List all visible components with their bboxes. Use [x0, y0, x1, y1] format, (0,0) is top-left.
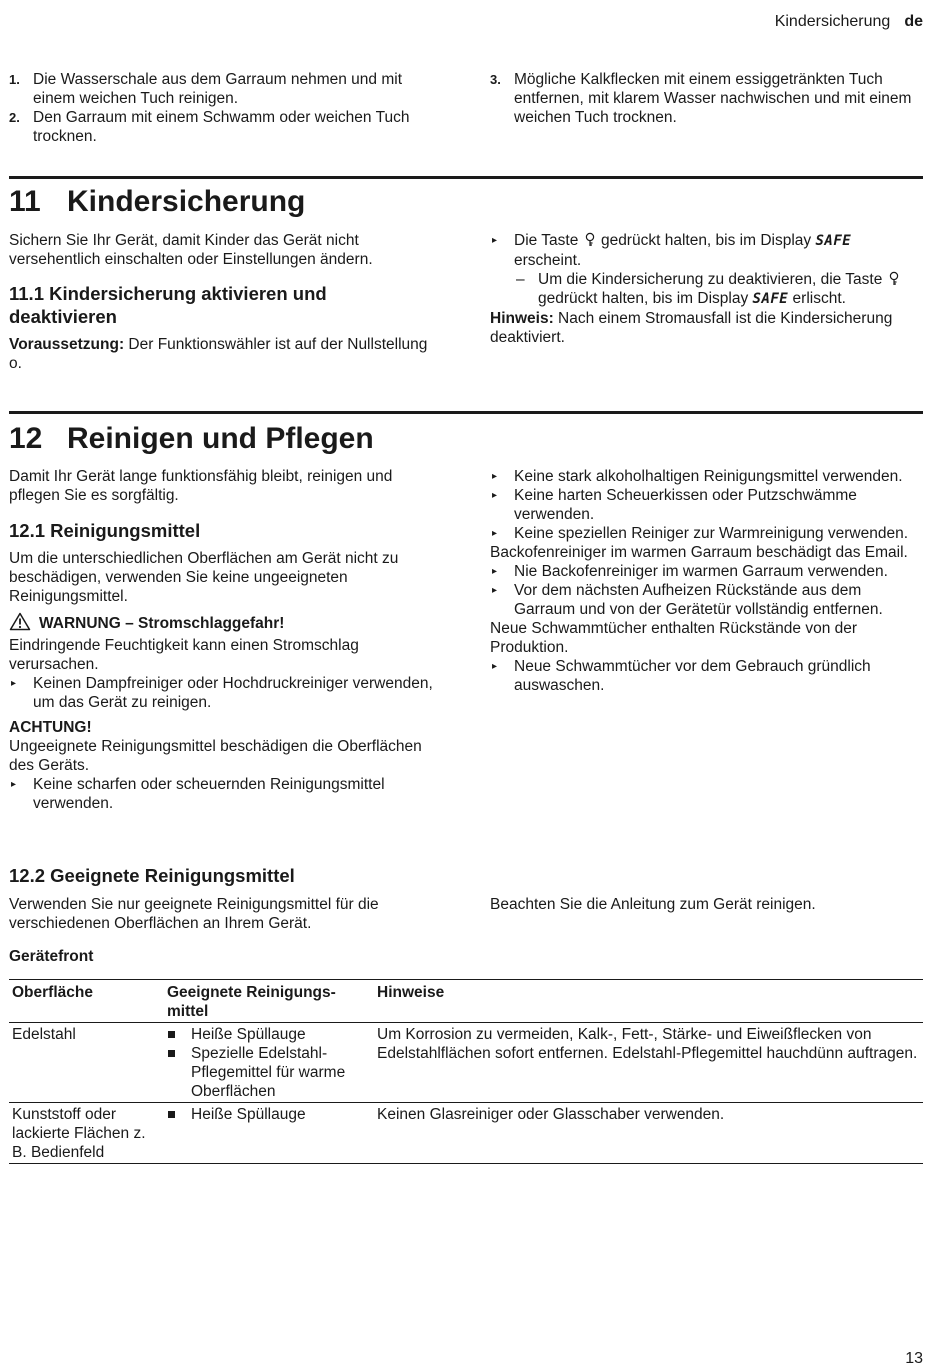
intro-steps-right: [490, 70, 920, 127]
step-item: 2. Den Garraum mit einem Schwamm oder weichen Tuch trocknen.: [9, 109, 410, 145]
list-item: ▸ Neue Schwammtücher vor dem Gebrauch gründlich auswaschen.: [492, 658, 871, 694]
column-header: Geeignete Reinigungsmittel: [167, 984, 336, 1020]
column-header: Hinweise: [377, 984, 445, 1001]
page-number: 13: [905, 1350, 923, 1367]
step-item: 3. Mögliche Kalkflecken mit einem essiggetränkten Tuch entfernen, mit klarem Wasser nachwischen und mit einem weichen Tuch trocknen.: [490, 71, 912, 126]
oven-cleaner-text: Backofenreiniger im warmen Garraum beschädigt das Email.: [490, 544, 908, 561]
display-safe: SAFE: [752, 291, 789, 307]
table-header-row: [9, 980, 923, 1023]
agent-item: Heiße Spüllauge: [167, 1025, 348, 1044]
subsection-12-2-left: Verwenden Sie nur geeignete Reinigungsmittel für die verschiedenen Oberflächen an Ihrem Gerät.: [9, 896, 379, 932]
table-row: [9, 1103, 923, 1164]
agent-item: Heiße Spüllauge: [167, 1105, 371, 1124]
subsection-11-1-title: 11.1 Kindersicherung aktivieren und deaktivieren: [9, 283, 327, 327]
attention-bullet: ▸ Keine scharfen oder scheuernden Reinigungsmittel verwenden.: [11, 776, 385, 812]
section-12-intro: Damit Ihr Gerät lange funktionsfähig bleibt, reinigen und pflegen Sie es sorgfältig.: [9, 468, 393, 504]
section-11-intro: Sichern Sie Ihr Gerät, damit Kinder das Gerät nicht versehentlich einschalten oder Einstellungen ändern.: [9, 232, 373, 268]
section-divider: [9, 176, 923, 179]
warning-text: Eindringende Feuchtigkeit kann einen Stromschlag verursachen.: [9, 637, 359, 673]
attention-text: Ungeeignete Reinigungsmittel beschädigen die Oberflächen des Geräts.: [9, 738, 422, 774]
section-12-right: [490, 467, 920, 695]
child-lock-key-icon: [583, 232, 597, 248]
warning-bullet: ▸ Keinen Dampfreiniger oder Hochdruckreiniger verwenden, um das Gerät zu reinigen.: [11, 675, 433, 711]
section-divider: [9, 411, 923, 414]
intro-steps-left: [9, 70, 439, 146]
column-header: Oberfläche: [12, 984, 93, 1001]
section-11-left: [9, 231, 439, 373]
notes-cell: Keinen Glasreiniger oder Glasschaber verwenden.: [377, 1106, 725, 1123]
warning-heading: WARNUNG – Stromschlaggefahr!: [9, 612, 439, 636]
cleaning-agents-table: [9, 979, 923, 1164]
note: Hinweis: Nach einem Stromausfall ist die Kindersicherung deaktiviert.: [490, 310, 893, 346]
section-11-right: [490, 231, 920, 347]
step-item: 1. Die Wasserschale aus dem Garraum nehmen und mit einem weichen Tuch reinigen.: [9, 71, 402, 107]
section-11-title: 11 Kindersicherung: [9, 185, 306, 218]
warning-triangle-icon: [9, 612, 31, 636]
surface-cell: Edelstahl: [12, 1026, 76, 1043]
surface-cell: Kunststoff oder lackierte Flächen z. B. Bedienfeld: [12, 1106, 146, 1161]
list-item: ▸ Vor dem nächsten Aufheizen Rückstände aus dem Garraum und von der Gerätetür vollständig entfernen.: [492, 582, 883, 618]
list-item: ▸ Nie Backofenreiniger im warmen Garraum verwenden.: [492, 563, 888, 580]
agents-cell: [164, 1023, 374, 1103]
instruction-step: ▸ Die Taste gedrückt halten, bis im Display SAFE erscheint.: [492, 232, 852, 269]
list-item: ▸ Keine stark alkoholhaltigen Reinigungsmittel verwenden.: [492, 468, 903, 485]
list-item: ▸ Keine harten Scheuerkissen oder Putzschwämme verwenden.: [492, 487, 857, 523]
agents-cell: [164, 1103, 374, 1164]
header-section: Kindersicherung: [774, 13, 891, 30]
subsection-12-2-right: Beachten Sie die Anleitung zum Gerät reinigen.: [490, 896, 816, 913]
sponge-text: Neue Schwammtücher enthalten Rückstände von der Produktion.: [490, 620, 858, 656]
subsection-12-1-intro: Um die unterschiedlichen Oberflächen am Gerät nicht zu beschädigen, verwenden Sie keine ungeeigneten Reinigungsmittel.: [9, 550, 399, 605]
section-12-title: 12 Reinigen und Pflegen: [9, 422, 374, 455]
subsection-12-2-title: 12.2 Geeignete Reinigungsmittel: [9, 865, 295, 886]
table-row: [9, 1023, 923, 1103]
page-header: [775, 12, 923, 31]
list-item: ▸ Keine speziellen Reiniger zur Warmreinigung verwenden.: [492, 525, 909, 542]
header-language: de: [904, 13, 923, 30]
section-12-left: [9, 467, 439, 813]
agent-item: Spezielle Edelstahl-Pflegemittel für warme Oberflächen: [167, 1044, 348, 1101]
notes-cell: Um Korrosion zu vermeiden, Kalk-, Fett-, Stärke- und Eiweißflecken von Edelstahlflächen sofort entfernen. Edelstahl-Pflegemittel hauchdünn auftragen.: [377, 1026, 918, 1062]
table-caption: Gerätefront: [9, 948, 94, 965]
child-lock-key-icon: [887, 271, 901, 287]
attention-heading: ACHTUNG!: [9, 719, 92, 736]
instruction-substep: – Um die Kindersicherung zu deaktivieren, die Taste gedrückt halten, bis im Display SAFE erlischt.: [490, 270, 920, 309]
display-safe: SAFE: [815, 233, 852, 249]
subsection-12-1-title: 12.1 Reinigungsmittel: [9, 520, 201, 541]
prerequisite: Voraussetzung: Der Funktionswähler ist auf der Nullstellung o.: [9, 336, 428, 372]
